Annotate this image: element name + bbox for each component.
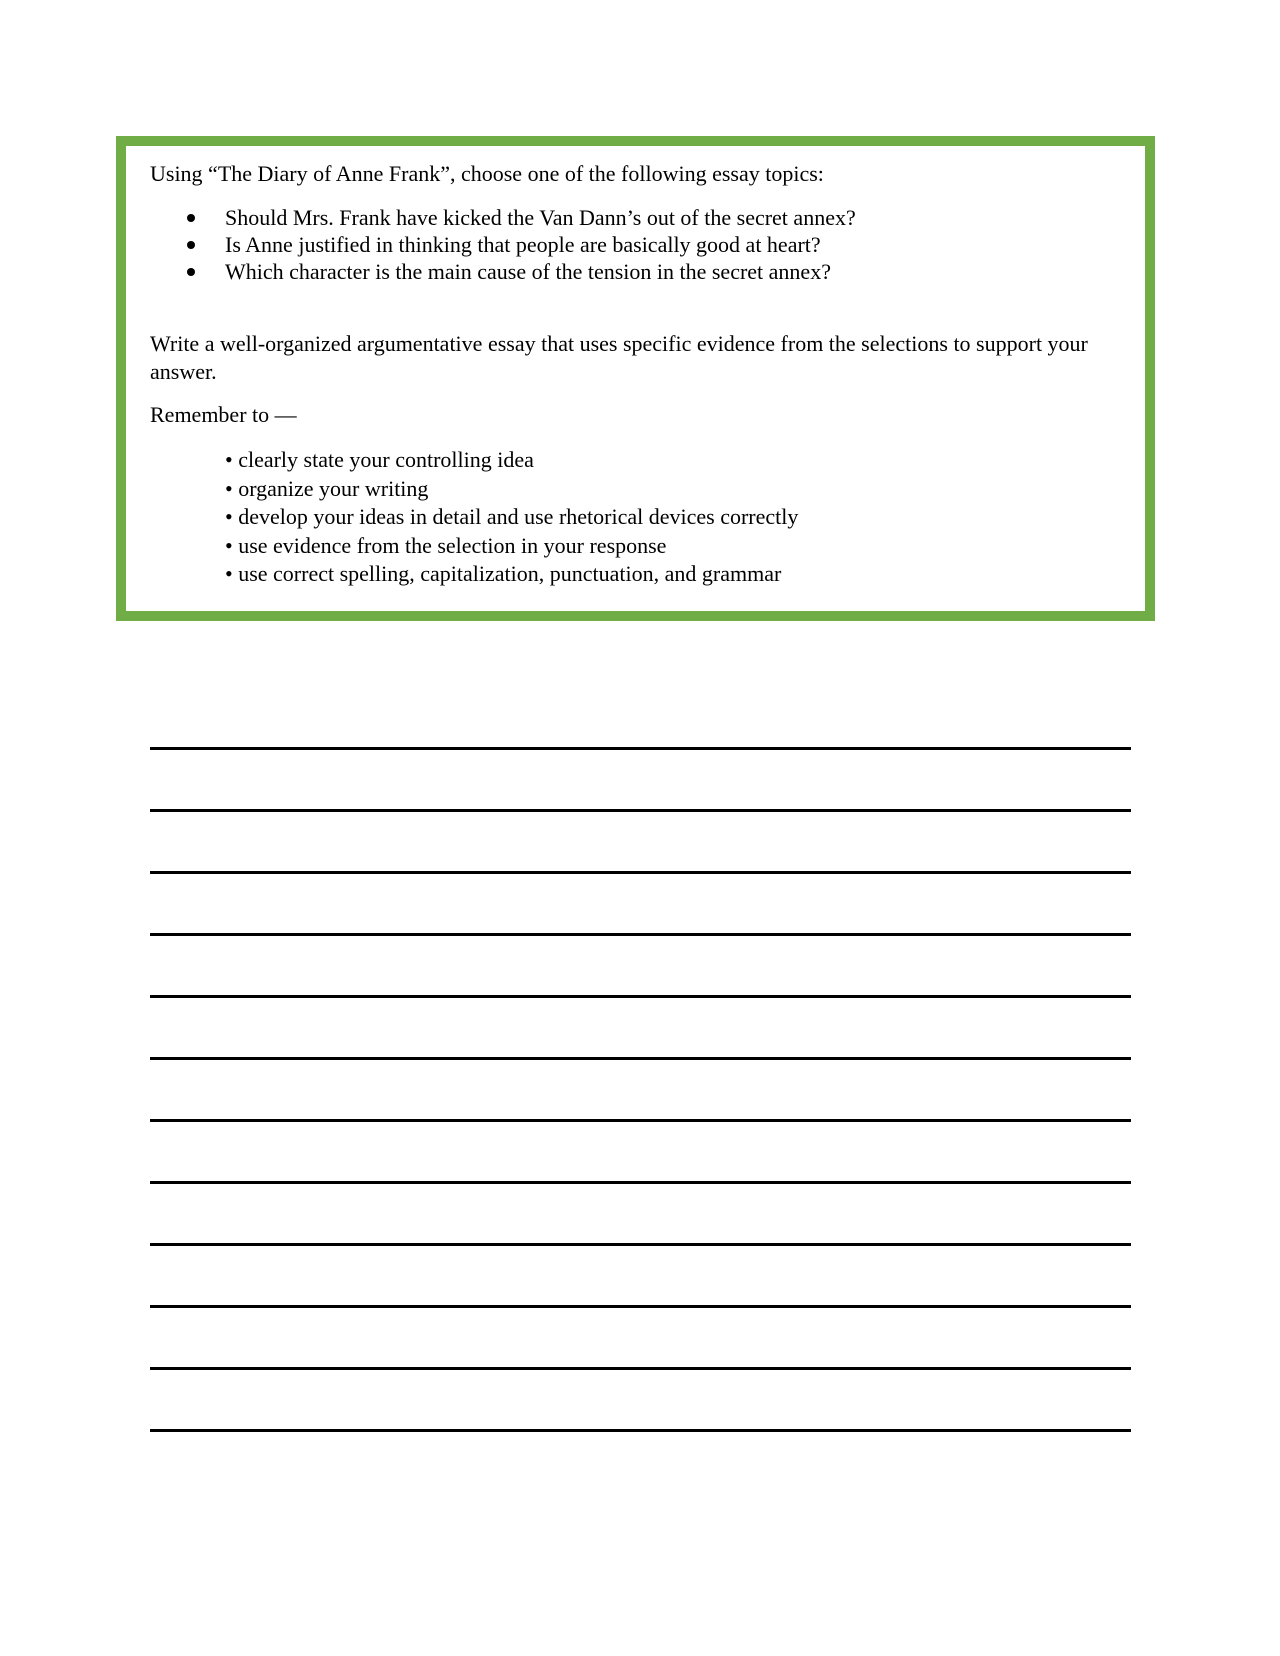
bullet-icon <box>187 241 195 249</box>
essay-topic-list <box>150 204 1121 285</box>
writing-checklist <box>150 446 1121 589</box>
answer-line <box>150 1367 1131 1370</box>
answer-line <box>150 933 1131 936</box>
answer-writing-area <box>150 747 1131 1491</box>
checklist-item: • organize your writing <box>225 475 429 501</box>
essay-prompt-box <box>116 136 1155 621</box>
essay-topic-text: Should Mrs. Frank have kicked the Van Dann’s out of the secret annex? <box>225 205 856 230</box>
essay-instructions: Write a well-organized argumentative essay that uses specific evidence from the selections to support your answer. <box>150 331 1088 384</box>
answer-line <box>150 995 1131 998</box>
essay-topic-item <box>150 204 1121 231</box>
checklist-item: • clearly state your controlling idea <box>225 447 534 472</box>
remember-heading: Remember to — <box>150 402 297 427</box>
answer-line <box>150 1181 1131 1184</box>
bullet-icon <box>187 268 195 276</box>
essay-topic-text: Which character is the main cause of the tension in the secret annex? <box>225 259 831 284</box>
essay-topic-text: Is Anne justified in thinking that people are basically good at heart? <box>225 232 821 257</box>
bullet-icon <box>187 214 195 222</box>
answer-line <box>150 871 1131 874</box>
answer-line <box>150 1429 1131 1432</box>
answer-line <box>150 1057 1131 1060</box>
answer-line <box>150 809 1131 812</box>
answer-line <box>150 1119 1131 1122</box>
essay-topic-item <box>150 258 1121 285</box>
answer-line <box>150 1243 1131 1246</box>
checklist-item: • develop your ideas in detail and use rhetorical devices correctly <box>225 504 799 530</box>
answer-line <box>150 1305 1131 1308</box>
checklist-item: • use evidence from the selection in your response <box>225 532 667 558</box>
checklist-item: • use correct spelling, capitalization, punctuation, and grammar <box>225 561 782 587</box>
prompt-intro: Using “The Diary of Anne Frank”, choose one of the following essay topics: <box>150 161 824 186</box>
essay-topic-item <box>150 231 1121 258</box>
answer-line <box>150 747 1131 750</box>
